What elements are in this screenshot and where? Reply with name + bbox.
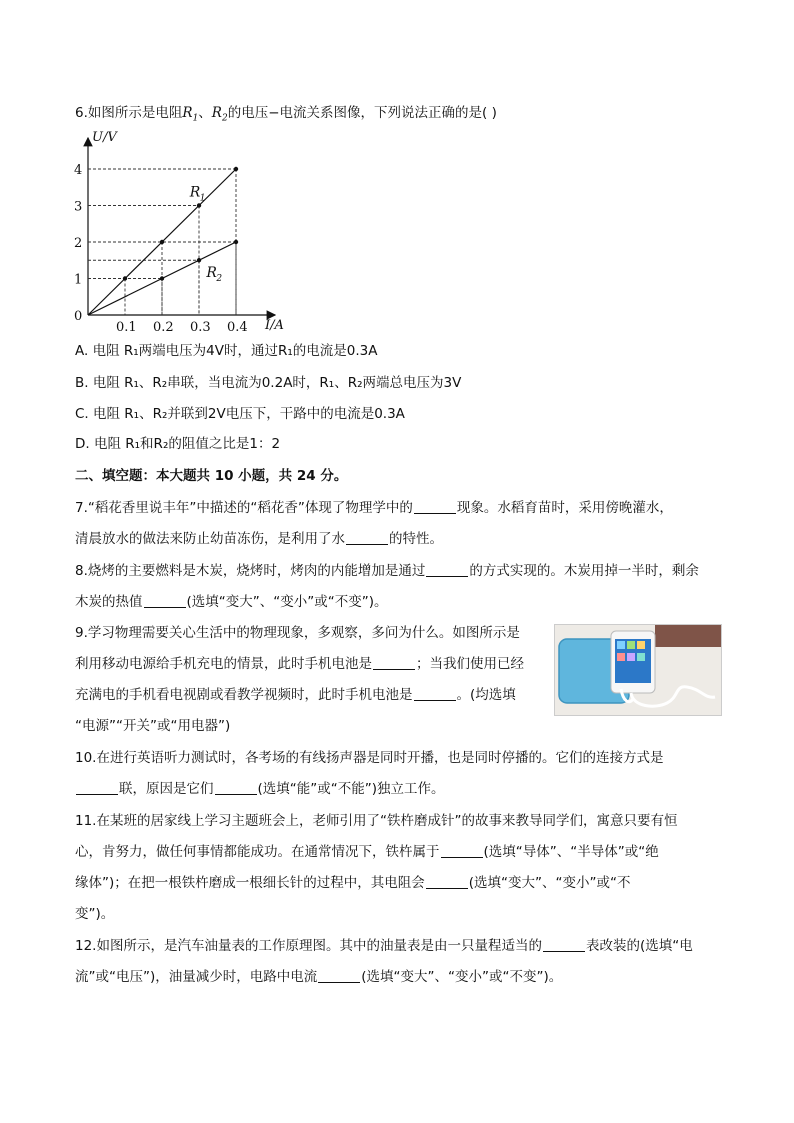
q8-line2: 木炭的热值 (选填“变大”、“变小”或“不变”)。	[75, 594, 388, 610]
powerbank-phone-photo	[554, 624, 722, 716]
q11-line3: 缘体”)；在把一根铁杵磨成一根细长针的过程中，其电阻会 (选填“变大”、“变小”或“不	[75, 875, 631, 891]
q6-stem-b: 的电压−电流关系图像，下列说法正确的是( )	[227, 105, 497, 121]
data-point-r2	[197, 258, 201, 262]
r1-line-label: R	[189, 184, 201, 201]
x-tick-label: 0.4	[227, 320, 248, 335]
data-point-r1	[160, 240, 164, 244]
q9-blank-2	[414, 686, 456, 701]
x-tick-label: 0.1	[116, 320, 137, 335]
q7-blank-2	[346, 530, 388, 545]
q10-line1: 10.在进行英语听力测试时，各考场的有线扬声器是同时开播，也是同时停播的。它们的连接方式是	[75, 750, 664, 766]
q10-line2: 联，原因是它们 (选填“能”或“不能”)独立工作。	[75, 779, 445, 799]
q11-blank-2	[426, 874, 468, 889]
option-b: B. 电阻 R₁、R₂串联，当电流为0.2A时，R₁、R₂两端总电压为3V	[75, 375, 462, 391]
q10-blank-2	[215, 780, 257, 795]
data-point-r1	[197, 203, 201, 207]
x-axis-label: I/A	[265, 318, 284, 333]
q6-r1: R	[182, 105, 193, 121]
y-tick-label: 1	[74, 272, 83, 288]
q11-line4: 变”)。	[75, 906, 115, 922]
data-point-r2	[234, 240, 238, 244]
data-point-r1	[234, 167, 238, 171]
y-tick-label: 2	[74, 236, 83, 251]
data-point-r1	[123, 276, 127, 280]
q10-blank-1	[76, 780, 118, 795]
q9-line2: 利用移动电源给手机充电的情景，此时手机电池是 ；当我们使用已经	[75, 656, 524, 672]
ui-graph	[70, 128, 300, 338]
q12-line2: 流”或“电压”)，油量减少时，电路中电流 (选填“变大”、“变小”或“不变”)。	[75, 969, 563, 985]
option-c: C. 电阻 R₁、R₂并联到2V电压下，干路中的电流是0.3A	[75, 406, 405, 422]
q8-line1: 8.烧烤的主要燃料是木炭，烧烤时，烤肉的内能增加是通过 的方式实现的。木炭用掉一半时，剩余	[75, 563, 699, 579]
q12-blank-2	[318, 968, 360, 983]
q9-blank-1	[373, 655, 415, 670]
r1-line-label-sub: 1	[199, 193, 206, 204]
data-point-r2	[160, 276, 164, 280]
q11-line2: 心，肯努力，做任何事情都能成功。在通常情况下，铁杵属于 (选填“导体”、“半导体”或“绝	[75, 844, 659, 860]
q6-sep: 、	[198, 105, 212, 121]
q9-line1: 9.学习物理需要关心生活中的物理现象，多观察，多问为什么。如图所示是	[75, 625, 520, 641]
option-a: A. 电阻 R₁两端电压为4V时，通过R₁的电流是0.3A	[75, 343, 378, 359]
q12-line1: 12.如图所示，是汽车油量表的工作原理图。其中的油量表是由一只量程适当的 表改装的(选填“电	[75, 938, 693, 954]
q12-blank-1	[543, 937, 585, 952]
y-axis-label: U/V	[92, 130, 117, 145]
x-tick-label: 0.3	[190, 320, 211, 335]
y-tick-label: 3	[74, 199, 83, 215]
q7-line2: 清晨放水的做法来防止幼苗冻伤，是利用了水 的特性。	[75, 531, 443, 547]
q8-blank-1	[426, 562, 468, 577]
y-tick-label: 4	[74, 163, 83, 178]
section-heading: 二、填空题：本大题共 10 小题，共 24 分。	[75, 468, 348, 484]
q9-line3: 充满电的手机看电视剧或看教学视频时，此时手机电池是 。(均选填	[75, 687, 516, 703]
q6-r2: R	[211, 105, 222, 121]
q6-stem-a: 6.如图所示是电阻	[75, 105, 183, 121]
q8-blank-2	[144, 593, 186, 608]
q11-blank-1	[441, 843, 483, 858]
origin-label: 0	[74, 309, 83, 324]
q9-line4: “电源”“开关”或“用电器”)	[75, 718, 231, 734]
q7-line1: 7.“稻花香里说丰年”中描述的“稻花香”体现了物理学中的 现象。水稻育苗时，采用傍晚灌水，	[75, 500, 673, 516]
q7-blank-1	[414, 499, 456, 514]
r2-line-label-sub: 2	[216, 274, 223, 285]
q11-line1: 11.在某班的居家线上学习主题班会上，老师引用了“铁杵磨成针”的故事来教导同学们，寓意只要有恒	[75, 813, 678, 829]
r2-line-label: R	[206, 265, 217, 282]
q6-stem: 6.如图所示是电阻$R_1$、$R_2$的电压−电流关系图像，下列说法正确的是( )	[75, 105, 497, 124]
option-d: D. 电阻 R₁和R₂的阻值之比是1：2	[75, 436, 281, 452]
x-tick-label: 0.2	[153, 320, 174, 335]
